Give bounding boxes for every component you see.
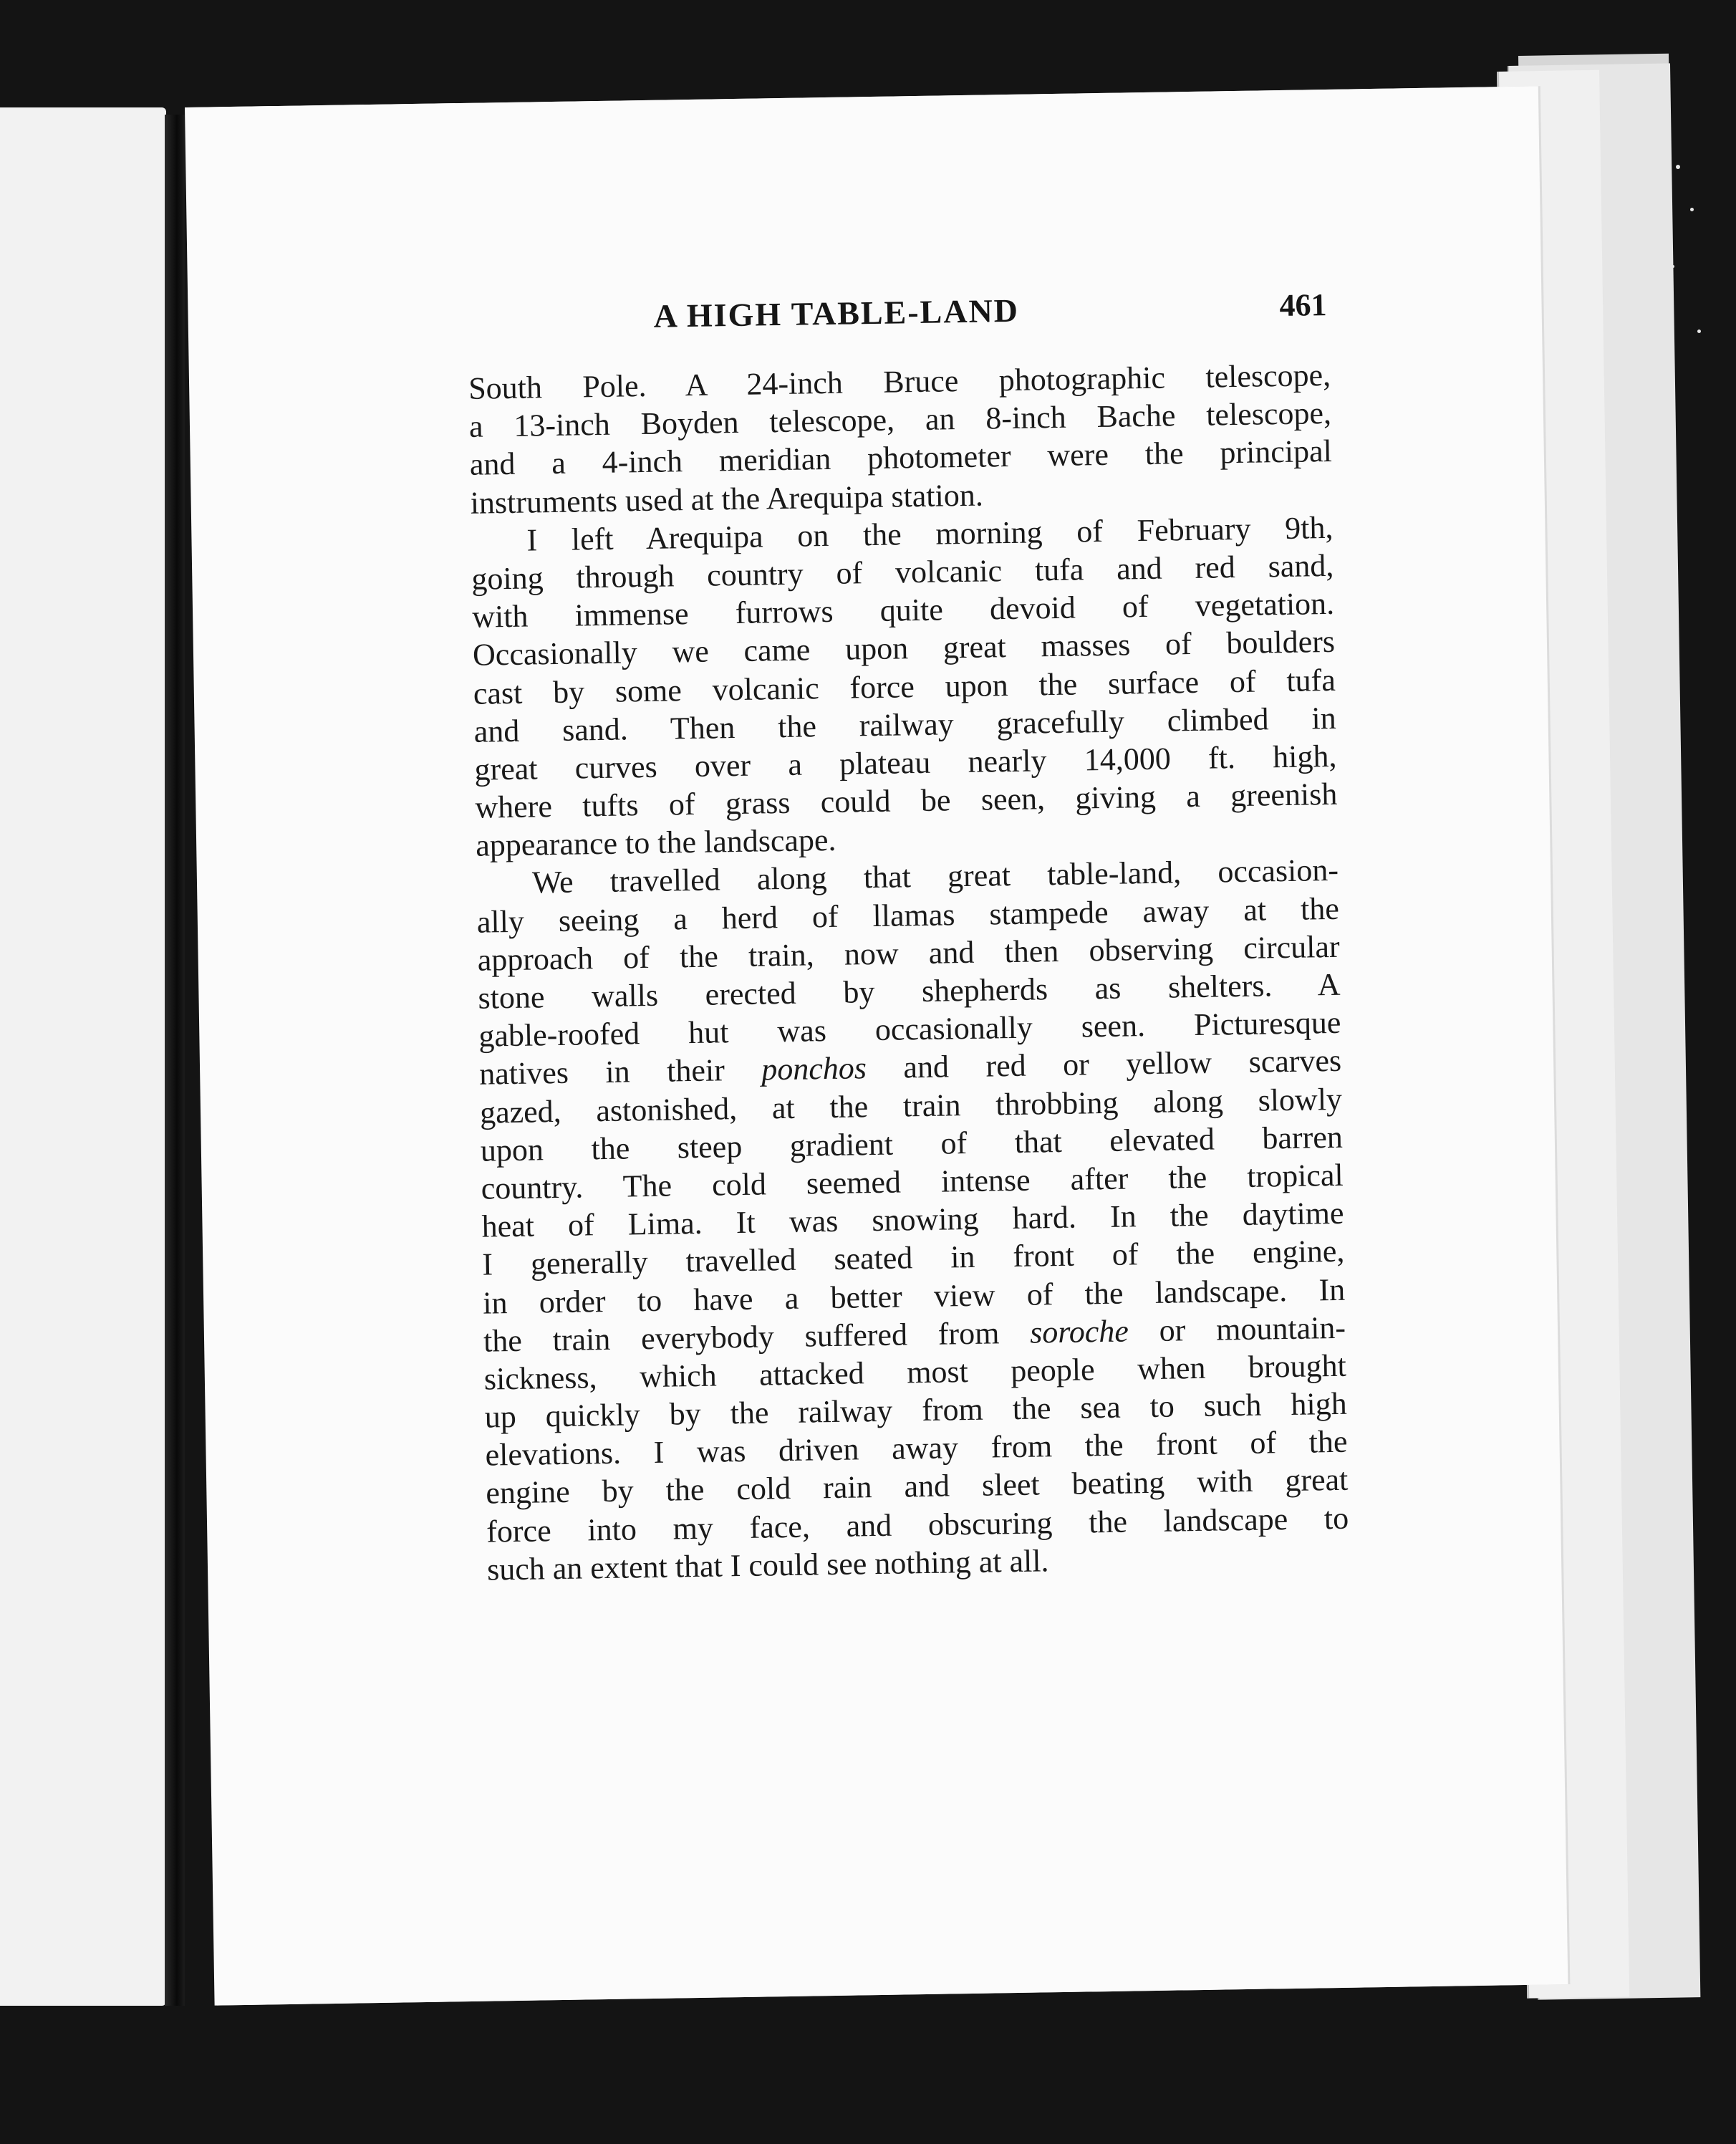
text-line: cast by some volcanic force upon the surface of tufa [473,662,1336,711]
text-line: sickness, which attacked most people when brought [483,1347,1347,1397]
text-line: gazed, astonished, at the train throbbing along slowly [479,1081,1343,1130]
text-line: country. The cold seemed intense after the tropical [481,1157,1344,1206]
text-line: ally seeing a herd of llamas stampede away at the [476,890,1340,940]
text-line: gable-roofed hut was occasionally seen. Picturesque [478,1004,1341,1054]
text-line: South Pole. A 24-inch Bruce photographic telescope, [468,357,1331,406]
text-line: upon the steep gradient of that elevated barren [480,1119,1344,1168]
text-line: appearance to the landscape. [475,822,836,863]
text-line: with immense furrows quite devoid of vegetation. [471,586,1335,635]
text-line: such an extent that I could see nothing at all. [486,1543,1049,1587]
text-line: a 13-inch Boyden telescope, an 8-inch Bache telescope, [468,395,1332,445]
text-line: and a 4-inch meridian photometer were the principal [469,433,1333,483]
text-line: engine by the cold rain and sleet beating with great [486,1462,1349,1511]
scan-specks [1669,158,1712,372]
text-line: and sand. Then the railway gracefully climbed in [473,700,1336,749]
text-line: elevations. I was driven away from the front of the [485,1423,1348,1473]
text-line: where tufts of grass could be seen, giving a greenish [475,776,1338,825]
text-line: I left Arequipa on the morning of February 9th, [526,509,1334,558]
text-line: force into my face, and obscuring the landscape to [486,1500,1349,1549]
text-line: Occasionally we came upon great masses of boulders [472,624,1336,673]
page-number: 461 [1279,287,1327,324]
text-line: approach of the train, now and then observing circular [477,928,1340,978]
body-text [468,356,1350,1589]
text-line: natives in their ponchos and red or yellow scarves [478,1043,1342,1092]
book-page [185,86,1568,2005]
left-facing-page [0,107,166,2006]
text-line: stone walls erected by shepherds as shelters. A [478,966,1341,1016]
text-line: the train everybody suffered from soroche or mountain- [483,1309,1346,1359]
running-title: A HIGH TABLE-LAND [653,292,1020,335]
text-line: going through country of volcanic tufa and red sand, [471,547,1334,597]
text-line: in order to have a better view of the landscape. In [482,1272,1346,1321]
page-header [466,287,1327,357]
text-line: I generally travelled seated in front of the engine, [482,1234,1345,1282]
text-line: up quickly by the railway from the sea to such high [484,1385,1348,1435]
text-line: We travelled along that great table-land, occasion- [531,852,1339,900]
text-line: heat of Lima. It was snowing hard. In the daytime [481,1195,1344,1244]
text-line: instruments used at the Arequipa station. [470,477,984,521]
book-gutter [165,115,185,2006]
text-line: great curves over a plateau nearly 14,000 ft. high, [474,738,1337,787]
